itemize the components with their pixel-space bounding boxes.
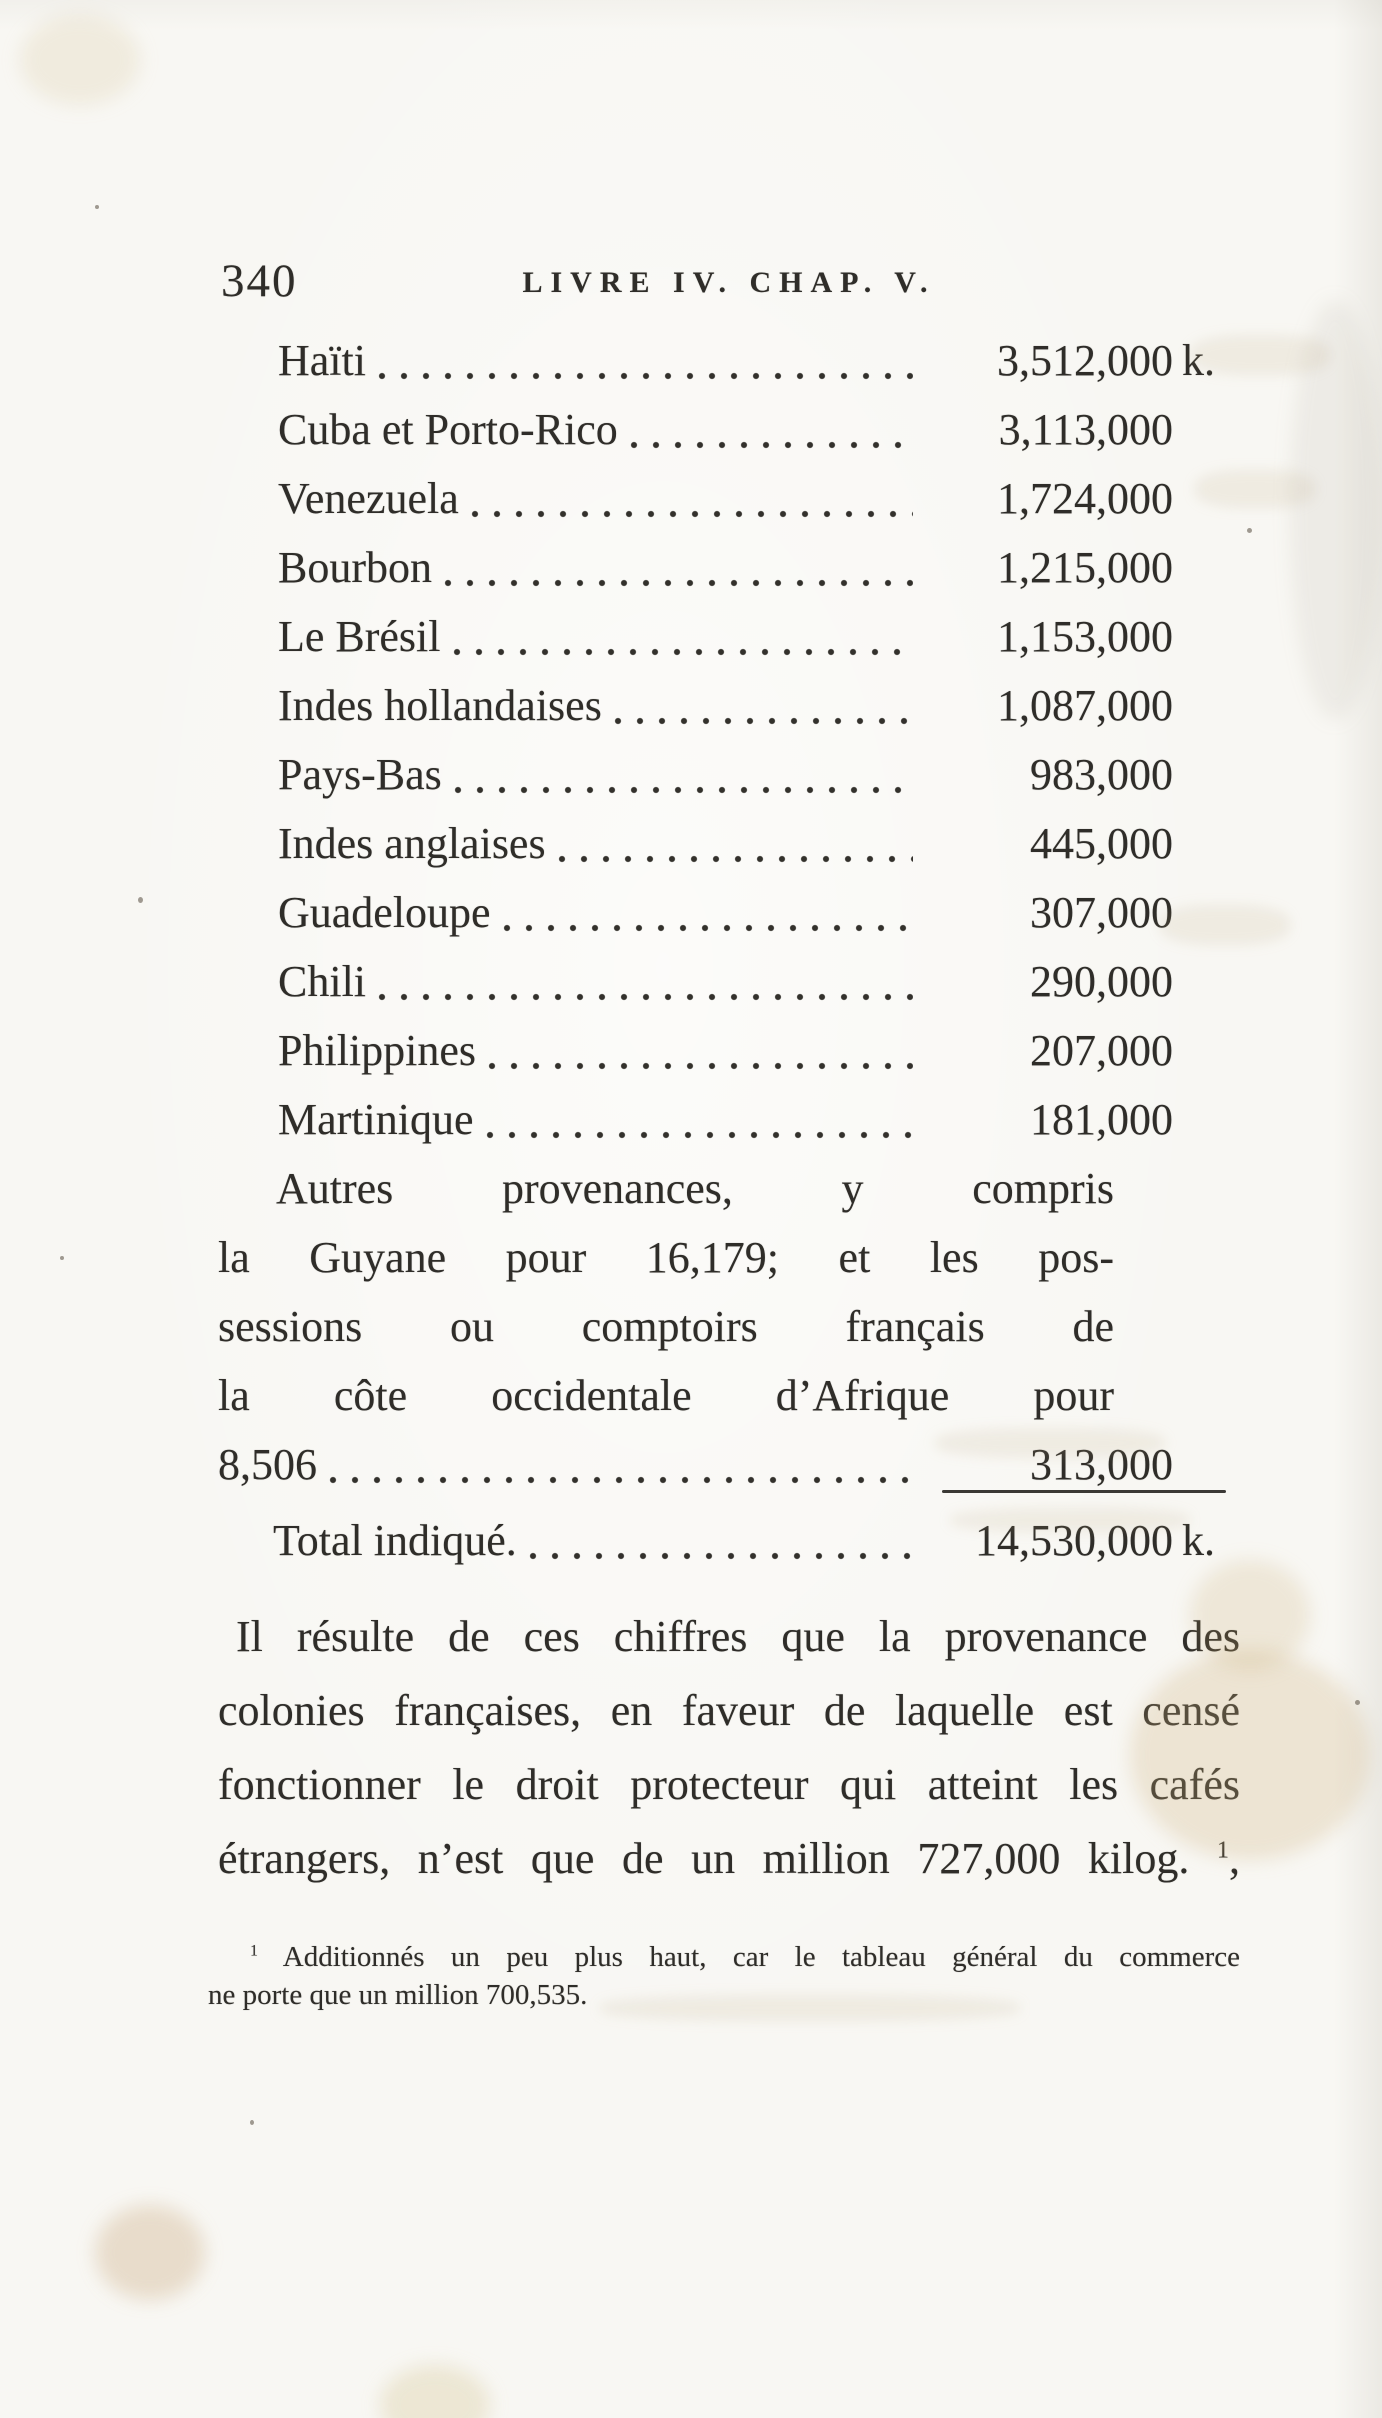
provenance-table <box>218 326 1240 1154</box>
row-value: 313,000 <box>1030 1440 1173 1489</box>
page-edge-shade <box>1290 300 1380 720</box>
row-label: Chili <box>278 957 367 1006</box>
total-value: 14,530,000 <box>975 1516 1173 1565</box>
other-entry-line: Autres provenances, y compris <box>276 1164 1114 1213</box>
other-entry-line: la Guyane pour 16,179; et les pos- <box>218 1233 1114 1282</box>
row-unit <box>1173 395 1240 464</box>
table-row <box>218 464 1240 533</box>
row-unit <box>1173 464 1240 533</box>
other-entry-line: la côte occidentale d’Afrique pour <box>218 1371 1114 1420</box>
row-unit <box>1173 602 1240 671</box>
row-label: 8,506 <box>218 1440 317 1489</box>
dot-leader <box>630 395 913 464</box>
dot-leader <box>558 809 913 878</box>
body-paragraph <box>218 1600 1240 1896</box>
row-value: 290,000 <box>1030 957 1173 1006</box>
table-row <box>218 740 1240 809</box>
row-unit <box>1173 671 1240 740</box>
row-value: 1,087,000 <box>997 681 1173 730</box>
running-header: LIVRE IV. CHAP. V. <box>522 266 936 299</box>
table-row <box>218 947 1240 1016</box>
dot-leader <box>378 326 913 395</box>
dot-leader <box>503 878 913 947</box>
footnote <box>208 1938 1240 2014</box>
paragraph-text: fonctionner le droit protecteur qui atteint les cafés <box>218 1760 1240 1809</box>
dot-leader <box>378 947 913 1016</box>
row-label: Cuba et Porto-Rico <box>278 405 618 454</box>
paragraph-line <box>218 1674 1240 1748</box>
other-entry-line: sessions ou comptoirs français de <box>218 1302 1114 1351</box>
paragraph-line <box>218 1600 1240 1674</box>
paper-stain <box>380 2365 490 2418</box>
footnote-line: ne porte que un million 700,535. <box>208 1979 588 2011</box>
paper-stain <box>20 15 140 105</box>
page-number: 340 <box>221 255 298 307</box>
dot-leader <box>454 740 913 809</box>
paper-speck <box>1355 1700 1360 1705</box>
footnote-reference-marker: 1 <box>1216 1836 1229 1864</box>
total-rule <box>942 1490 1226 1493</box>
row-value: 445,000 <box>1030 819 1173 868</box>
paragraph-text: , <box>1229 1834 1240 1883</box>
other-entry-amount-row <box>218 1430 1240 1499</box>
total-row-block <box>218 1506 1240 1575</box>
row-value: 181,000 <box>1030 1095 1173 1144</box>
row-unit: k. <box>1182 336 1215 385</box>
row-label: Philippines <box>278 1026 477 1075</box>
paper-speck <box>250 2120 254 2125</box>
table-row <box>218 1430 1240 1499</box>
total-label: Total indiqué. <box>273 1516 517 1565</box>
row-value: 3,113,000 <box>998 405 1173 454</box>
row-unit <box>1173 878 1240 947</box>
table-row <box>218 878 1240 947</box>
row-unit <box>1173 1430 1240 1499</box>
footnote-marker: 1 <box>250 1942 258 1960</box>
row-value: 207,000 <box>1030 1026 1173 1075</box>
paragraph-line <box>218 1822 1240 1896</box>
dot-leader <box>488 1016 913 1085</box>
dot-leader <box>329 1430 913 1499</box>
row-unit <box>1173 740 1240 809</box>
row-label: Venezuela <box>278 474 459 523</box>
row-value: 307,000 <box>1030 888 1173 937</box>
paragraph-text: Il résulte de ces chiffres que la provenance des <box>236 1612 1240 1661</box>
row-label: Pays-Bas <box>278 750 442 799</box>
paragraph-text: colonies françaises, en faveur de laquelle est censé <box>218 1686 1240 1735</box>
row-label: Indes hollandaises <box>278 681 602 730</box>
row-value: 1,724,000 <box>997 474 1173 523</box>
row-label: Haïti <box>278 336 366 385</box>
row-label: Bourbon <box>278 543 432 592</box>
table-row <box>218 671 1240 740</box>
dot-leader <box>529 1506 913 1575</box>
footnote-line <box>208 1938 1240 1976</box>
paper-speck <box>60 1256 64 1260</box>
row-value: 1,153,000 <box>997 612 1173 661</box>
row-unit <box>1173 947 1240 1016</box>
table-row <box>218 395 1240 464</box>
row-label: Indes anglaises <box>278 819 546 868</box>
total-unit: k. <box>1182 1516 1215 1565</box>
row-unit <box>1173 1016 1240 1085</box>
dot-leader <box>471 464 913 533</box>
paper-speck <box>1247 528 1252 533</box>
row-unit <box>1173 1085 1240 1154</box>
total-row <box>218 1506 1240 1575</box>
table-row <box>218 809 1240 878</box>
table-row <box>218 1016 1240 1085</box>
dot-leader <box>486 1085 913 1154</box>
dot-leader <box>614 671 913 740</box>
row-unit <box>1173 533 1240 602</box>
dot-leader <box>444 533 913 602</box>
row-label: Le Brésil <box>278 612 441 661</box>
paragraph-line <box>218 1748 1240 1822</box>
row-unit <box>1173 809 1240 878</box>
row-label: Martinique <box>278 1095 474 1144</box>
paragraph-text: étrangers, n’est que de un million 727,000 kilog. <box>218 1834 1217 1883</box>
table-row <box>218 533 1240 602</box>
row-value: 983,000 <box>1030 750 1173 799</box>
footnote-text: Additionnés un peu plus haut, car le tableau général du commerce <box>257 1941 1240 1973</box>
paper-speck <box>95 205 99 209</box>
table-row <box>218 326 1240 395</box>
row-value: 1,215,000 <box>997 543 1173 592</box>
paper-speck <box>138 897 143 903</box>
table-row <box>218 602 1240 671</box>
paper-stain <box>95 2205 205 2300</box>
dot-leader <box>453 602 913 671</box>
row-value: 3,512,000 <box>997 336 1173 385</box>
table-row <box>218 1085 1240 1154</box>
row-label: Guadeloupe <box>278 888 491 937</box>
